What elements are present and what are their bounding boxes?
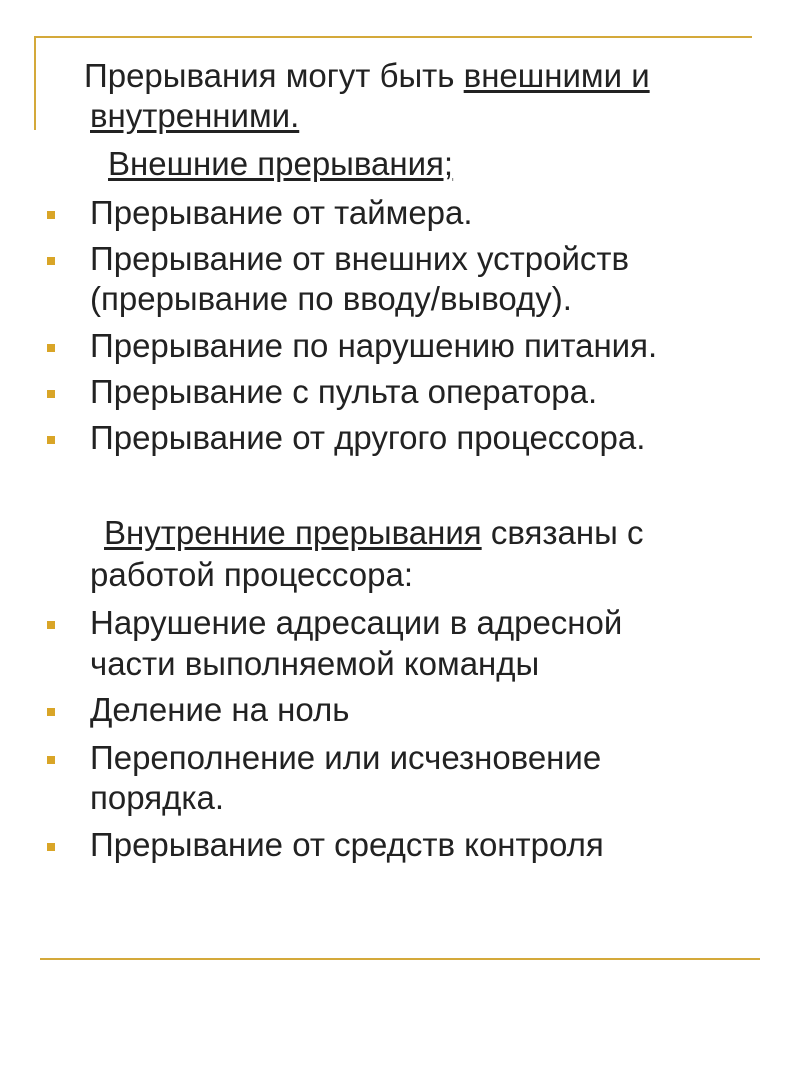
external-item-5: Прерывание от другого процессора. [90,419,646,456]
internal-heading-term: Внутренние прерывания [104,514,482,551]
top-divider [34,36,752,38]
external-item-3: Прерывание по нарушению питания. [90,327,658,364]
intro-text: Прерывания могут быть [84,57,464,94]
bullet-icon [47,211,55,219]
external-item-4: Прерывание с пульта оператора. [90,373,598,410]
bullet-icon [47,390,55,398]
external-item-2-line-1: Прерывание от внешних устройств [90,240,630,277]
internal-heading-line-2: работой процессора: [90,556,413,593]
internal-item-1-line-2: части выполняемой команды [90,645,540,682]
bullet-icon [47,708,55,716]
bullet-icon [47,621,55,629]
intro-external-term: внешними и [463,57,650,94]
bullet-icon [47,756,55,764]
intro-internal-term: внутренними. [90,97,300,134]
external-heading: Внешние прерывания; [108,145,454,182]
internal-item-1-line-1: Нарушение адресации в адресной [90,604,623,641]
internal-item-2: Деление на ноль [90,691,350,728]
intro-line-1 [84,57,650,95]
internal-item-4: Прерывание от средств контроля [90,826,604,863]
internal-item-3-line-1: Переполнение или исчезновение [90,739,602,776]
external-item-1: Прерывание от таймера. [90,194,473,231]
bullet-icon [47,257,55,265]
internal-heading-line-1: Внутренние прерывания связаны с [104,514,644,551]
bullet-icon [47,344,55,352]
bullet-icon [47,843,55,851]
left-divider [34,36,36,130]
bullet-icon [47,436,55,444]
external-item-2-line-2: (прерывание по вводу/выводу). [90,280,572,317]
internal-item-3-line-2: порядка. [90,779,225,816]
bottom-divider [40,958,760,960]
intro-line-2 [90,97,299,135]
